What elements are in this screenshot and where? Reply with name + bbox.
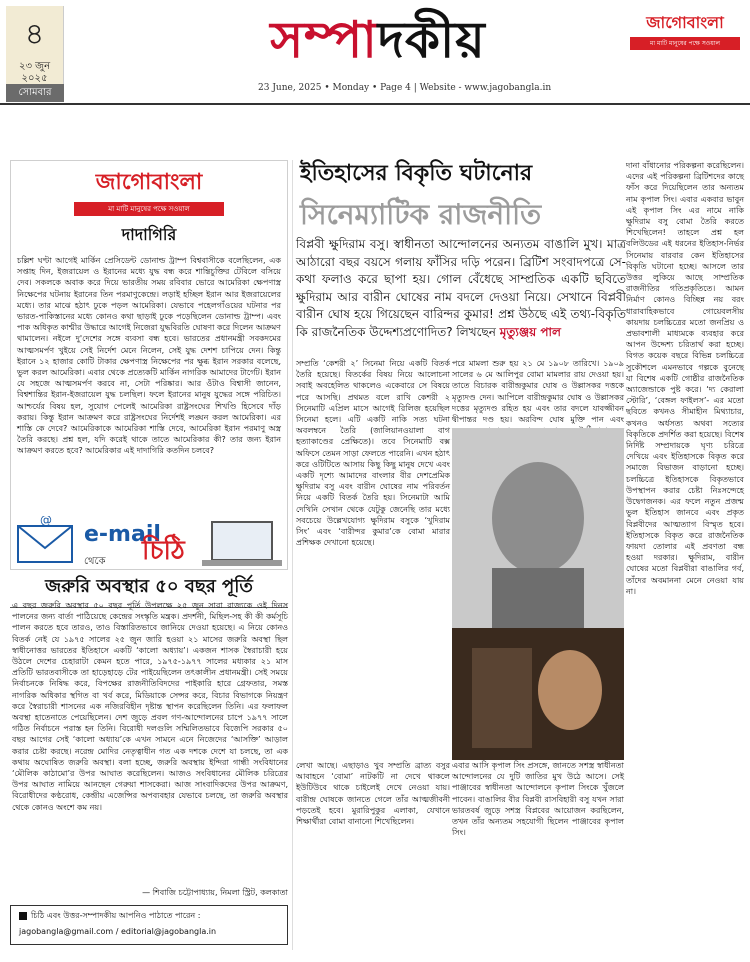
contact-box <box>10 905 288 945</box>
email-theke: থেকে <box>84 556 106 567</box>
svg-text:@: @ <box>40 516 52 527</box>
page-number: ৪ <box>24 17 45 52</box>
standfirst-text: বিপ্লবী ক্ষুদিরাম বসু। স্বাধীনতা আন্দোলনের অন্যতম বাঙালি মুখ। মাত্র আঠারো বছর বয়সে গলায় ফাঁসির দড়ি পরেন। ব্রিটিশ সংবাদপত্রে সে-কথা ফলাও করে ছাপা হয়। গোল বেঁধেছে সাম্প্রতিক একটি ছবিতে ক্ষুদিরাম আর বারীন ঘোষের নাম বদলে দেওয়া নিয়ে। সেখানে বিপ্লবী বারীন ঘোষ হয়ে গিয়েছেন বারিন্দর কুমার! প্রশ্ন উঠছে এই তথ্য-বিকৃতি কি রাজনৈতিক উদ্দেশ্যপ্রণোদিত? লিখছেন <box>296 237 626 339</box>
email-banner <box>10 514 288 572</box>
email-chithi: চিঠি <box>142 536 185 566</box>
section-title-part2: দকীয় <box>377 11 486 69</box>
article-photo <box>452 428 624 760</box>
article-author: মৃত্যুঞ্জয় পাল <box>499 324 561 339</box>
laptop-icon <box>194 518 290 570</box>
page-number-box <box>6 6 64 102</box>
article-column-c: দানা বাঁধানোর পরিকল্পনা করেছিলেন। এদের এই পরিকল্পনা ব্রিটিশদের কাছে ফাঁস করে দিয়েছিলেন তার অন্যতম নাম কৃপাল সিং। এবার একবার ভাবুন এই কৃপাল সিং এর নামে নাকি ক্ষুদিরাম বসু বোমা তৈরি করতে শিখেছিলেন! তাহলে প্রশ্ন হল বলিউডের এই ধরনের ইতিহাস-নির্ভর সিনেমায় বারবার কেন ইতিহাসের বিকৃতি ঘটানো হচ্ছে। আসলে তার উত্তর লুকিয়ে আছে সাম্প্রতিক রাজনীতির গতিপ্রকৃতিতে। আমন নির্মাণ কোনও বিচ্ছিন্ন নয় বরং ধারাবাহিকভাবে গোয়েবলসীয় কায়দায় চলচ্চিত্রের মতো জনপ্রিয় ও প্রভাবশালী মাধ্যমকে ব্যবহার করে আপন উদ্দেশ্য চরিতার্থ করা হচ্ছে। বিগত কয়েক বছরে বিভিন্ন চলচ্চিত্রে সুকৌশলে এমনভাবে গল্পকে বুনেছে যা বিশেষ একটি গোষ্ঠীর রাজনৈতিক অ্যাজেন্ডাকে পুষ্ট করে। ‘দ্য কেরালা স্টোরি’, ‘বেঙ্গল ফাইলস’- এর মতো ছবিতে কখনও সীমাহীন মিথ্যাচার, কখনও অর্ধসত্য অথবা সত্যের বিকৃতিকে প্রদর্শিত করা হয়েছে। বিশেষ নির্দিষ্ট সম্প্রদায়কে ঘৃণ্য চরিত্রে দেখিয়ে এবং ইতিহাসকে বিকৃত করে সমাজে বিভাজন বাড়ানো হচ্ছে। চলচ্চিত্রে ইতিহাসকে বিকৃতভাবে উপস্থাপন করার চেষ্টা নিঃসন্দেহে উদ্বেগজনক। এর ফলে নতুন প্রজন্ম ভুল ইতিহাস জানবে এবং প্রকৃত বিপ্লবীদের আত্মত্যাগ বিস্মৃত হবে। ইতিহাসকে বিকৃত করে রাজনৈতিক ফায়দা তোলার এই প্রবণতা বন্ধ হওয়া দরকার। ক্ষুদিরাম, বারীন ঘোষের মতো বিপ্লবীরা বাঙালির গর্ব, তাঁদের অবমাননা মেনে নেওয়া যায় না। <box>626 161 744 596</box>
column-title: দাদাগিরি <box>121 225 177 244</box>
dateline: 23 June, 2025 • Monday • Page 4 | Website - www.jagobangla.in <box>258 83 552 93</box>
article-standfirst <box>296 236 626 341</box>
column-text: চল্লিশ ঘণ্টা আগেই মার্কিন প্রেসিডেন্ট ডোনাল্ড ট্রাম্প বিশ্ববাসীকে বলেছিলেন, এক সপ্তাহ দিন, ইজরায়েল ও ইরানের মধ্যে যুদ্ধ বন্ধ করে শান্তিচুক্তির টেবিলে বসিয়ে দেব। সকলকে অবাক করে দিয়ে ভারতীয় সময় রবিবার ভোরে আমেরিকা ক্ষেপণাস্ত্র নিক্ষেপের ঘটনায় ইরানের তিন পরমাণুকেন্দ্রে। লড়াই হচ্ছিল ইরান আর ইজরায়েলের মধ্যে। তার মাঝে হঠাৎ ঢুকে পড়ল আমেরিকা। যেভাবে পহেলগাঁওয়ের ঘটনার পর ভারত-পাকিস্তানের মধ্যে কোনও কথা ছাড়াই ঢুকে পড়েছিলেন ডোনাল্ড ট্রাম্প। এবং পাক অধিকৃত কাশ্মীর উদ্ধারে আগেই নিজেরা যুদ্ধবিরতি ঘোষণা করে দিলেন আক্রমণ থামালেন। নইলে দু'দেশের সঙ্গে ব্যবসা বন্ধ হবে। ভারতের প্রধানমন্ত্রী সবকদমের আত্মসমর্পণ খুইয়ে সেই নির্দেশ মেনে নিলেন, সেই যুদ্ধ দেশশ চাপিয়ে দেন। কিন্তু ইরানে ১২ হাজার কোটি টাকার ক্ষেপণাস্ত্র নিক্ষেপের পর ক্ষুব্ধ ইরান সরকার বলেছে, ভুল করল আমেরিকা। এবার থেকে প্রত্যেকটি মার্কিন নাগরিক আমাদের টার্গেট। ইরান যে সহজে আত্মসমর্পণ করবে না, সেটা পরিষ্কার। আর ওঁটাও বিশ্বাসী জানেন, বিশ্বশান্তির ইরান-ইজরায়েল যুদ্ধ চলছিল। ফলে ইরানের মানুষ যুদ্ধের সঙ্গে পরিচিত। আশ্চর্যের বিষয় হল, সুযোগ পেলেই আমেরিকা রাষ্ট্রসংঘের শিখণ্ডি হিসেবে দাঁড় করায়। কিন্তু ইরান আক্রমণ করে রাষ্ট্রসংঘের নির্দেশই লঙ্ঘন করল আমেরিকা। এর শাস্তি কে দেবে? আমেরিকাকে আমেরিকা শাস্তি দেবে, আমেরিকা ইরান পরমাণু অস্ত্র তৈরি করছে। প্রশ্ন হল, যদি করেই থাকে তাতে আমেরিকার কী? তার জন্য ইরান আক্রমণ করতে হবে? আমেরিকার এই দাদাগিরি কতদিন চলবে? <box>17 256 281 456</box>
masthead-rule <box>0 103 750 105</box>
dadagiri-box <box>10 160 288 570</box>
brand-name-column: জাগোবাংলা <box>95 170 203 195</box>
brand-name: জাগোবাংলা <box>646 13 724 32</box>
letter-text: এ বছর জরুরি অবস্থার ৫০ বছর পূর্তি উপলক্ষে ২৫ জুন সারা রাজ্যকে ওই দিনস পালনের জন্য বার্তা পাঠিয়েছে কেন্দ্রের সংস্কৃতি মন্ত্রক। প্রদর্শনী, মিছিল-সহ কী কী কর্মসূচি পালন করতে হবে তারও, তাও বিস্তারিতভাবে জানিয়ে দেওয়া হয়েছে। এ নিয়ে কোনও বিতর্ক নেই যে ১৯৭৫ সালের ২৫ জুন জারি হওয়া ২১ মাসের জরুরি অবস্থা ছিল স্বাধীনোত্তর ভারতের ইতিহাসে একটি ‘কালো অধ্যায়’। একজন শাসক স্বৈরাচারী হয়ে উঠলে দেশের চেহারাটা কেমন হতে পারে, ১৯৭৫-১৯৭৭ সালের মধ্যকার ২১ মাস প্রতিটি ভারতবাসীকে তা হাড়েহাড়ে টের পাইয়েছিলেন তৎকালীন প্রধানমন্ত্রী। সেই সময়ে নির্বাচনকে নিষিদ্ধ করে, বিপক্ষের রাজনীতিবিদদের পাইকারি হারে গ্রেফতার, সমস্ত নাগরিক অধিকার স্থগিত বা খর্ব করে, মিডিয়াকে সেন্সর করে, বিচার বিভাগকে নিয়ন্ত্রণ করে স্বৈরাচারী শাসনের এক নজিরবিহীন দৃষ্টান্ত স্থাপন করেছিলেন তিনি। এর ফলাফল অবস্থা হাতেনাতে পেয়েছিলেন। দেশ জুড়ে প্রবল গণ-আন্দোলনের চাপে ১৯৭৭ সালে গঠিত নির্বাচনে পরাস্ত হন তিনি। বিরোধী দলগুলি সম্মিলিতভাবে বিজেপি সরকার ৫০ বছর আগের সেই ‘কালো অধ্যায়’কে এখন সামনে এনে নিজেদের ‘আসক্তি’ আড়াল করার চেষ্টা করছে। নরেন্দ্র মোদির নেতৃত্বাধীন গত এক দশকে দেশে যা চলছে, তা এক কথায় অঘোষিত জরুরি অবস্থা। বলা হচ্ছে, জরুরি অবস্থায় ইন্দিরা গান্ধী সংবিধানের ‘মৌলিক কাঠামো’র উপর আঘাত করেছিলেন। আজও সংবিধানের মৌলিক চরিত্রের উপর আঘাত নামিয়ে আনছেন গেরুয়া শাসকেরা। আজ সাংবাদিকদের উপর আক্রমণ, বিরোধীদের কণ্ঠরোধ, কেন্দ্রীয় এজেন্সির অপব্যবহার যেভাবে চলছে, তা জরুরি অবস্থার থেকে কোনও অংশে কম নয়। <box>12 601 288 812</box>
article-column-a: সম্প্রতি ‘কেশরী ২’ সিনেমা নিয়ে একটি বিতর্ক তৈরি হয়েছে। বিতর্কের বিষয় নিয়ে আলোচনা সবাই অবহেলিত থাকলেও একেবারে সে বিষয়ে পরে আসছি। প্রথমত বলে রাখি কেশরী ২ সিনেমাটি এপ্রিল মাসে আগেই রিলিজ হয়েছিল সিনেমা হলে। এটি একটি নাকি সত্য ঘটনা অবলম্বনে তৈরি (জালিয়ানওয়ালা বাগ হত্যাকাণ্ডের প্রেক্ষিতে)। তবে সিনেমাটি বক্স অফিসে তেমন সাড়া ফেলতে পারেনি। এখন হঠাৎ করে ওটিটিতে আসায় কিছু কিছু মানুষ দেখে এবং একটি দৃশ্যে আমাদের বাংলার বীর দেশপ্রেমিক ক্ষুদিরাম বসু এবং বারীন ঘোষের নাম পরিবর্তন নিয়ে একটি বিতর্ক তৈরি হয়। সিনেমাটা আমি দেখিনি সেখান থেকে যেটুকু জেনেছি তার মধ্যে সবচেয়ে উল্লেখযোগ্য ক্ষুদিরাম বসুকে ‘খুদিরাম সিং’ এবং ‘বারীন্দর কুমার’কে বোমা মারার প্রশিক্ষক দেখানো হয়েছে। <box>296 359 450 548</box>
square-bullet-icon <box>19 912 27 920</box>
article-headline-2: সিনেম্যাটিক রাজনীতি <box>300 198 542 231</box>
contact-emails[interactable]: jagobangla@gmail.com / editorial@jagobangla.in <box>19 927 217 936</box>
section-title <box>178 0 578 80</box>
article-column-a2: লেখা আছে। এছাড়াও খুব সম্প্রতি ব্রাত্য বসুর আবাহনে ‘বোমা’ নাটকটি না দেখে থাকলে ইউটিউবে থাকে চাইলেই দেখে নেওয়া যায়। বারীন্দ্র ঘোষকে জানতে গেলে তাঁর আত্মজীবনী পড়তেই হবে। মুরারিপুকুর এলাকা, যেখানে শিক্ষার্থীরা বোমা বানানো শিখেছিলেন। <box>296 761 450 827</box>
envelope-icon <box>14 516 84 572</box>
letter-signature: — শিবাজি চট্টোপাধ্যায়, নিমলা স্ট্রিট, কলকাতা <box>142 888 288 897</box>
article-column-b: পরে মামলা শুরু হয় ২১ মে ১৯০৮ তারিখে। ১৯০৯ সালের ৬ মে আলিপুর বোমা মামলার রায় দেওয়া হয়। তাতে বিচারক বারীন্দ্রকুমার ঘোষ ও উল্লাসকর দত্তকে মৃত্যুদণ্ড দেন। আপিলে বারীন্দ্রকুমার ঘোষ ও উল্লাসকর দত্তের মৃত্যুদণ্ড রহিত হয় এবং তার বদলে যাবজ্জীবন দ্বীপান্তর দণ্ড হয়। অরবিন্দ ঘোষ মুক্তি পান এবং <box>452 359 624 425</box>
brand-tagline-column: মা মাটি মানুষের পক্ষে সওয়াল <box>74 202 224 216</box>
article-column-b2: এবার আসি কৃপাল সিং প্রসঙ্গে, জানতে সশস্ত্র স্বাধীনতা আন্দোলনের যে দুটি জাতির মুখ উঠে আসে। সেই পাঞ্জাবের স্বাধীনতা আন্দোলনে কৃপাল সিংকে খুঁজলে পাবেন। বাঙালির বীর বিপ্লবী রাসবিহারী বসু যখন সারা ভারতবর্ষ জুড়ে সশস্ত্র বিপ্লবের আয়োজন করছিলেন, তখন তাঁর অন্যতম সহযোগী ছিলেন পাঞ্জাবের কৃপাল সিং। <box>452 761 624 838</box>
left-column <box>10 160 288 570</box>
photo-illustration <box>452 428 624 760</box>
letter-title: জরুরি অবস্থার ৫০ বছর পূর্তি <box>10 572 288 608</box>
issue-day: সোমবার <box>6 84 64 102</box>
article-headline-1: ইতিহাসের বিকৃতি ঘটানোর <box>300 161 533 186</box>
brand-tagline: মা মাটি মানুষের পক্ষে সওয়াল <box>630 37 740 50</box>
masthead <box>0 0 750 106</box>
section-title-part1: সম্পা <box>270 11 378 69</box>
email-label: e-mail <box>84 522 161 547</box>
brand-logo-top[interactable] <box>630 10 740 50</box>
issue-date: ২৩ জুন ২০২৫ <box>18 61 51 84</box>
column-divider <box>292 160 293 950</box>
contact-line1: চিঠি এবং উত্তর-সম্পাদকীয় আপনিও পাঠাতে পারেন : <box>31 911 201 920</box>
brand-logo-column <box>17 165 281 216</box>
